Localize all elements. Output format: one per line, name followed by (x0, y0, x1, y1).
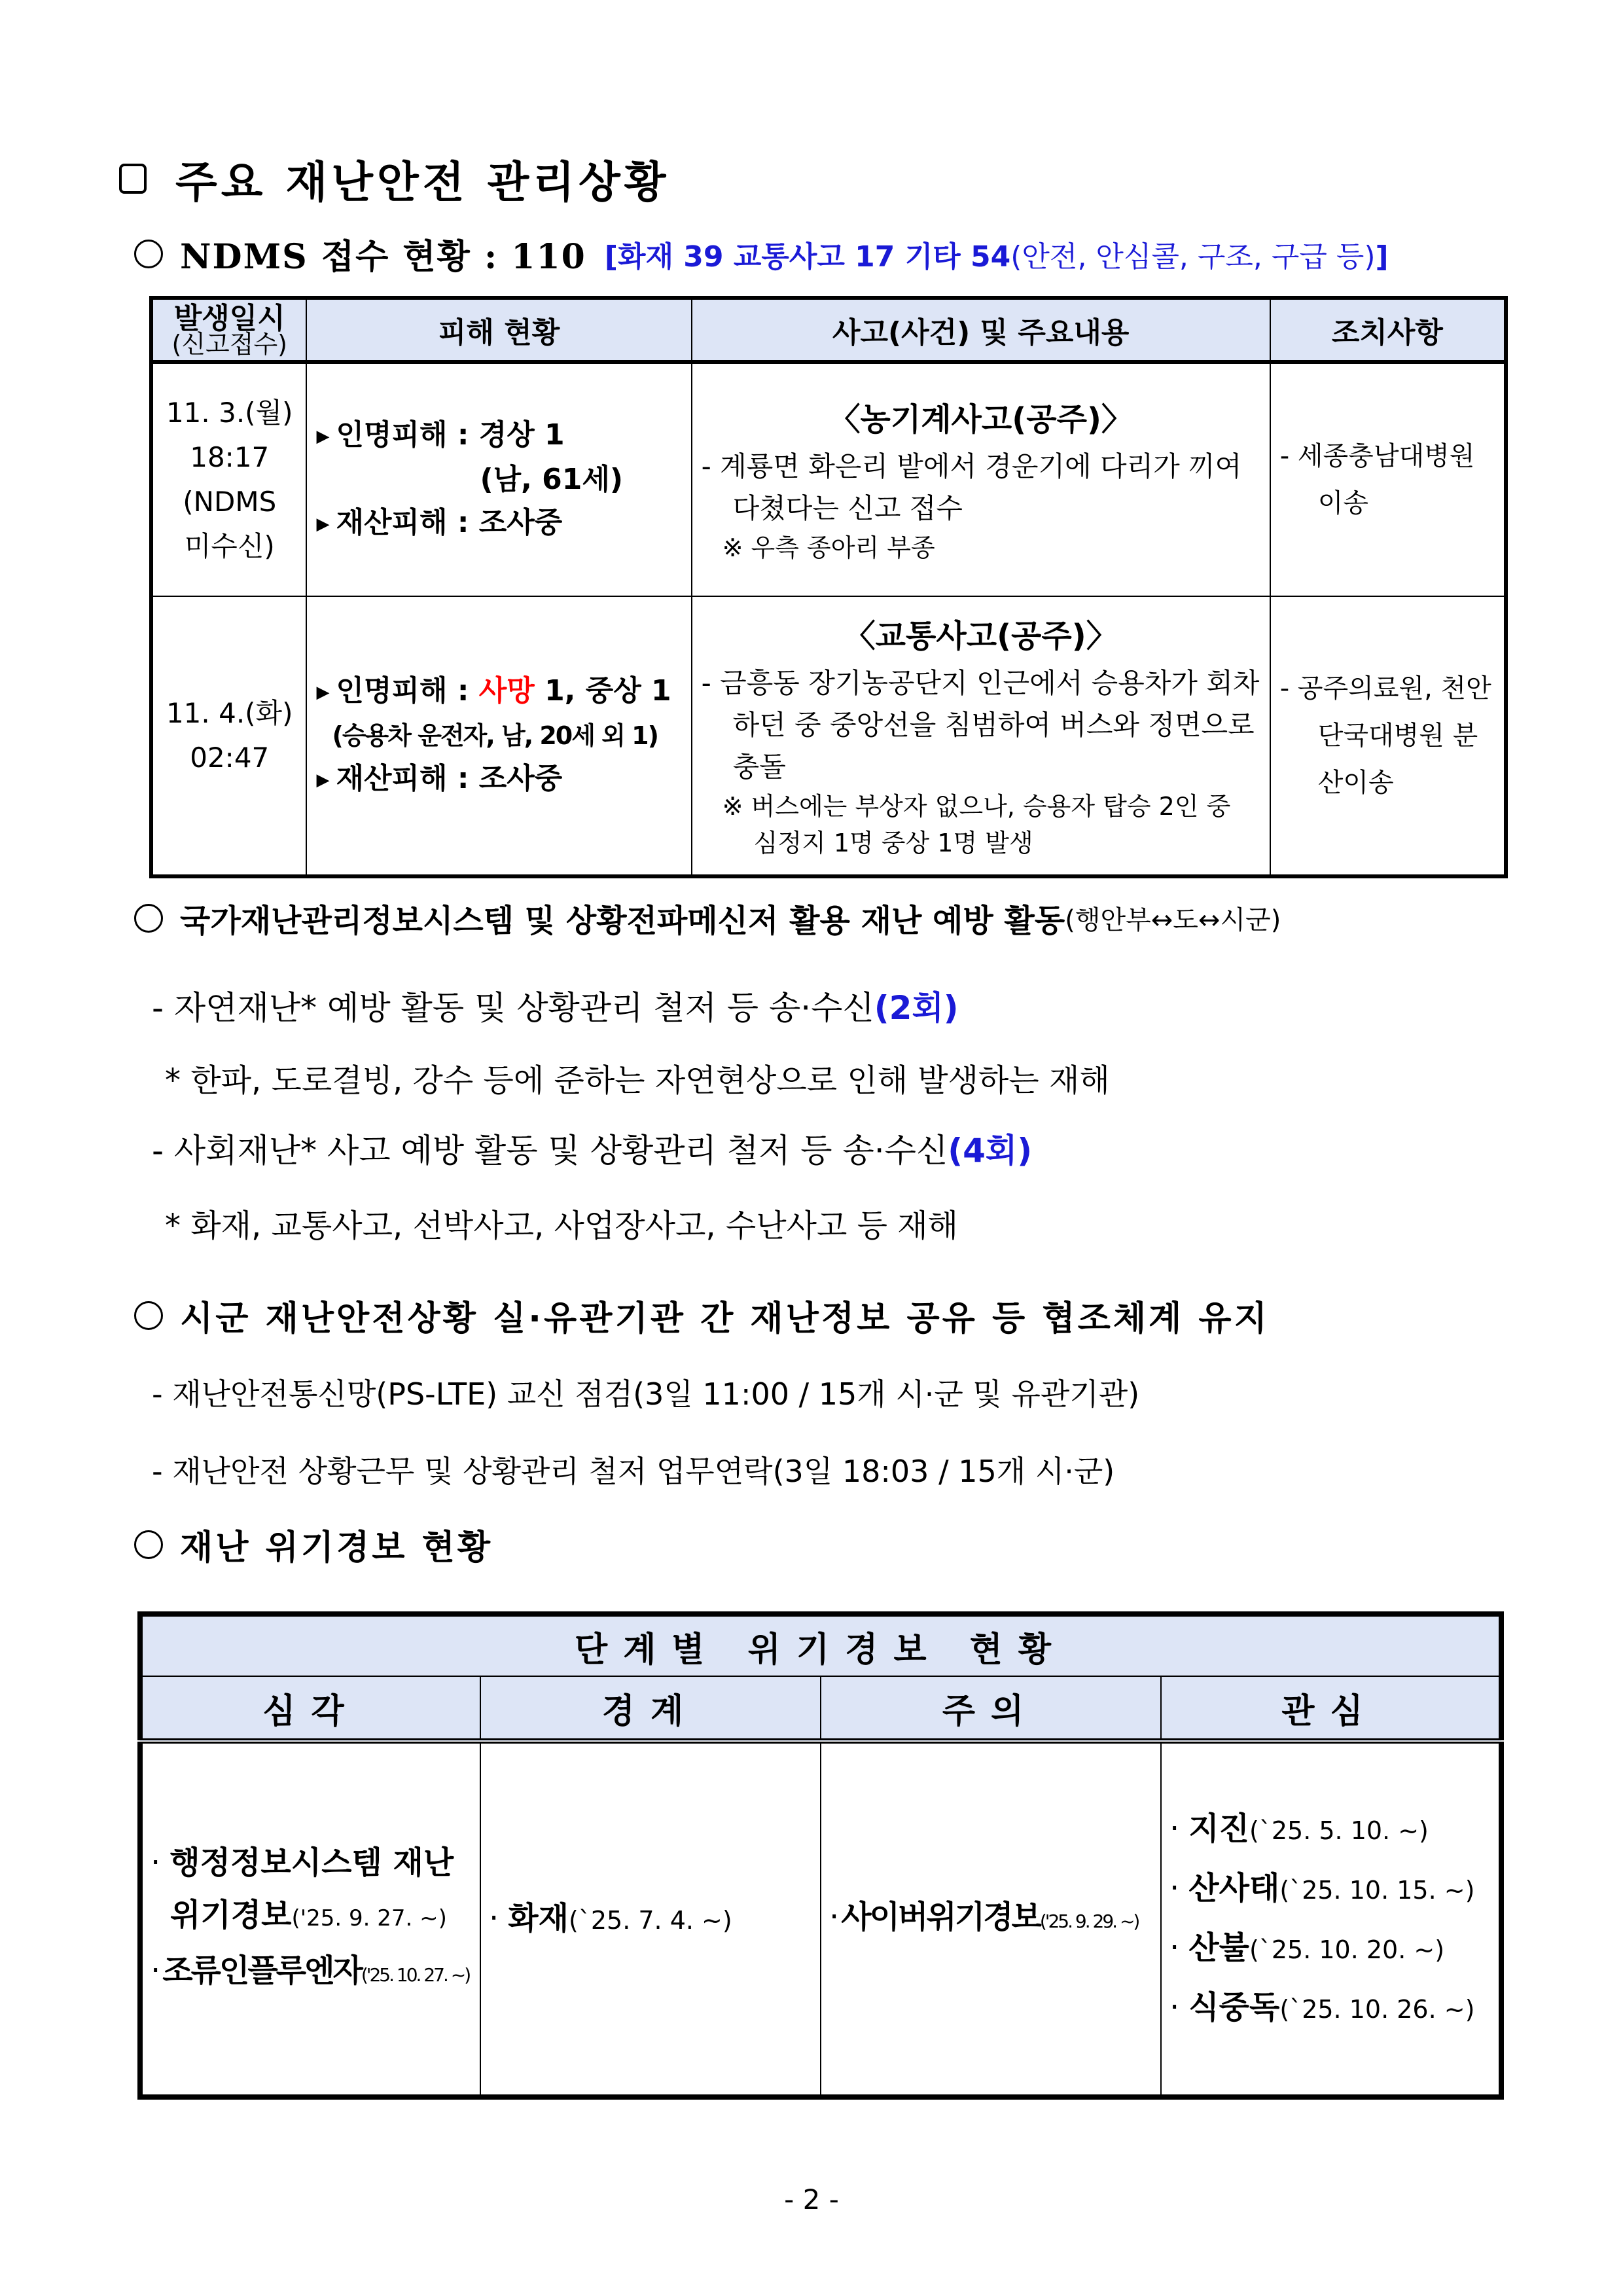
ndms-other-detail: (안전, 안심콜, 구조, 구급 등) (1010, 240, 1376, 274)
triangle-bullet-icon: ▶ (316, 514, 330, 534)
square-bullet-icon (119, 164, 147, 194)
prevention-item-text: - 자연재난* 예방 활동 및 상황관리 철저 등 송·수신 (152, 989, 874, 1027)
alert-item (1169, 1859, 1491, 1919)
level-alert: 경계 (480, 1676, 821, 1741)
dot-bullet-icon: · (1169, 1989, 1180, 2026)
incident-remark: ※ 버스에는 부상자 없으나, 승용자 탑승 2인 중 심정지 1명 중상 1명 발생 (722, 792, 1231, 857)
dot-bullet-icon: · (1169, 1810, 1180, 1847)
prevention-item (152, 982, 959, 1029)
section-prevention-heading (134, 895, 1281, 941)
alert-item-name: 지진 (1188, 1810, 1250, 1847)
human-damage-label: 인명피해 : (336, 418, 479, 452)
alert-level-table (137, 1611, 1504, 2100)
dot-bullet-icon: · (829, 1898, 838, 1935)
alert-item-name: 사이버위기경보 (841, 1898, 1040, 1935)
dot-bullet-icon: · (1169, 1870, 1180, 1907)
alert-item-date: ('25. 9. 29. ~) (1039, 1910, 1139, 1932)
alert-item-date: (`25. 10. 26. ~) (1279, 1995, 1475, 2024)
page-number: - 2 - (784, 2183, 839, 2215)
caution-cell (821, 1741, 1161, 2097)
property-damage-text: 재산피해 : 조사중 (336, 506, 563, 539)
circle-bullet-icon (134, 240, 163, 268)
incident-time: 18:17 (190, 441, 270, 473)
prevention-item-text: - 사회재난* 사고 예방 활동 및 상황관리 철저 등 송·수신 (152, 1132, 948, 1170)
header-datetime-main: 발생일시 (173, 302, 285, 335)
cell-action (1270, 362, 1506, 596)
ndms-counts: [화재 39 교통사고 17 기타 54 (604, 240, 1011, 274)
incident-action: - 공주의료원, 천안단국대병원 분산이송 (1279, 673, 1491, 798)
human-damage (316, 670, 681, 714)
cell-damage (306, 596, 691, 876)
section-heading-text: 재난 위기경보 현황 (180, 1528, 493, 1568)
alert-item (151, 1889, 472, 1945)
prevention-count: (2회) (874, 989, 959, 1027)
incident-title: 〈농기계사고(공주)〉 (829, 401, 1133, 438)
alert-item (151, 1945, 472, 2001)
section-heading-text: 국가재난관리정보시스템 및 상황전파메신저 활용 재난 예방 활동 (180, 903, 1065, 939)
level-serious: 심각 (140, 1676, 480, 1741)
alert-table-body (140, 1741, 1501, 2097)
dot-bullet-icon: · (151, 1952, 159, 1989)
alert-item (829, 1888, 1152, 1950)
incident-description: - 계룡면 화은리 밭에서 경운기에 다리가 끼여 다쳤다는 신고 접수 (701, 450, 1242, 524)
human-damage-label: 인명피해 : (336, 674, 479, 708)
prevention-footnote: * 화재, 교통사고, 선박사고, 사업장사고, 수난사고 등 재해 (165, 1208, 958, 1244)
incident-date: 11. 4.(화) (166, 697, 293, 729)
alert-item-date: (`25. 10. 20. ~) (1249, 1935, 1445, 1964)
header-action: 조치사항 (1270, 298, 1506, 362)
alert-item-name: 조류인플루엔자 (162, 1952, 361, 1989)
cell-datetime (151, 362, 306, 596)
alert-item-name: 위기경보 (170, 1897, 292, 1933)
dot-bullet-icon: · (1169, 1929, 1180, 1966)
incident-time: 02:47 (190, 742, 270, 774)
alert-item (1169, 1800, 1491, 1859)
incident-remark: ※ 우측 종아리 부종 (722, 533, 935, 562)
incident-note: (NDMS (183, 486, 277, 518)
ndms-heading: NDMS 접수 현황 : 110 (180, 237, 586, 277)
property-damage-text: 재산피해 : 조사중 (336, 762, 563, 795)
header-datetime (151, 298, 306, 362)
section-heading-text: 시군 재난안전상황 실·유관기관 간 재난정보 공유 등 협조체계 유지 (180, 1299, 1270, 1338)
alert-item-name: 산불 (1188, 1929, 1250, 1966)
human-damage-count: 경상 1 (478, 418, 565, 452)
dot-bullet-icon: · (489, 1899, 499, 1937)
alert-item-date: (`25. 5. 10. ~) (1249, 1816, 1429, 1845)
alert-item (1169, 1919, 1491, 1979)
table-row (151, 596, 1506, 876)
level-caution: 주의 (821, 1676, 1161, 1741)
cell-action (1270, 596, 1506, 876)
alert-item (151, 1837, 472, 1889)
incident-action: - 세종충남대병원 이송 (1279, 441, 1475, 518)
property-damage (316, 501, 681, 546)
cell-content (692, 362, 1270, 596)
victim-detail: (승용차 운전자, 남, 20세 외 1) (332, 721, 658, 750)
cell-content (692, 596, 1270, 876)
ndms-breakdown (605, 233, 1389, 275)
incident-description: - 금흥동 장기농공단지 인근에서 승용차가 회차하던 중 중앙선을 침범하여 버스와 정면으로 충돌 (701, 667, 1260, 783)
triangle-bullet-icon: ▶ (316, 427, 330, 446)
section-cooperation-heading (134, 1291, 1270, 1340)
section-alert-heading (134, 1520, 493, 1569)
alert-item-name: 행정정보시스템 재난 (169, 1844, 454, 1881)
cell-datetime (151, 596, 306, 876)
header-damage: 피해 현황 (306, 298, 691, 362)
header-content: 사고(사건) 및 주요내용 (692, 298, 1270, 362)
incident-table-header (151, 298, 1506, 362)
alert-item-date: (`25. 7. 4. ~) (569, 1905, 732, 1935)
ndms-bracket: ] (1375, 240, 1389, 274)
alert-item-name: 산사태 (1188, 1870, 1280, 1907)
alert-item-name: 식중독 (1188, 1989, 1280, 2026)
attention-cell (1161, 1741, 1501, 2097)
serious-cell (140, 1741, 480, 2097)
ndms-summary (134, 229, 1389, 278)
cooperation-item: - 재난안전통신망(PS-LTE) 교신 점검(3일 11:00 / 15개 시·군 및 유관기관) (152, 1376, 1140, 1412)
prevention-count: (4회) (948, 1132, 1033, 1170)
triangle-bullet-icon: ▶ (316, 770, 330, 790)
dot-bullet-icon: · (151, 1844, 161, 1881)
page-title (119, 147, 670, 209)
alert-table-title-row (140, 1614, 1501, 1676)
human-damage-count: 1, 중상 1 (534, 674, 671, 708)
level-attention: 관심 (1161, 1676, 1501, 1741)
alert-cell (480, 1741, 821, 2097)
alert-item-name: 화재 (508, 1899, 569, 1937)
incident-note: 미수신) (184, 530, 275, 562)
circle-bullet-icon (134, 1301, 163, 1330)
alert-item-date: (`25. 10. 15. ~) (1279, 1876, 1475, 1905)
property-damage (316, 757, 681, 802)
incident-date: 11. 3.(월) (166, 397, 293, 429)
alert-item-date: ('25. 9. 27. ~) (291, 1905, 447, 1931)
alert-item (1169, 1979, 1491, 2038)
page-title-text: 주요 재난안전 관리상황 (175, 157, 670, 207)
triangle-bullet-icon: ▶ (316, 683, 330, 702)
fatality-label: 사망 (478, 674, 535, 708)
circle-bullet-icon (134, 904, 163, 933)
victim-detail: (남, 61세) (480, 463, 623, 496)
incident-title: 〈교통사고(공주)〉 (844, 618, 1118, 655)
cooperation-item: - 재난안전 상황근무 및 상황관리 철저 업무연락(3일 18:03 / 15개 시·군) (152, 1454, 1115, 1489)
table-row (151, 362, 1506, 596)
prevention-item (152, 1124, 1032, 1172)
cell-damage (306, 362, 691, 596)
human-damage (316, 414, 681, 458)
circle-bullet-icon (134, 1530, 163, 1559)
header-datetime-sub: (신고접수) (171, 330, 287, 359)
alert-table-header (140, 1676, 1501, 1741)
alert-item (489, 1890, 812, 1949)
section-heading-suffix: (행안부↔도↔시군) (1065, 905, 1281, 935)
prevention-footnote: * 한파, 도로결빙, 강수 등에 준하는 자연현상으로 인해 발생하는 재해 (165, 1062, 1110, 1099)
alert-table-title: 단계별 위기경보 현황 (140, 1614, 1501, 1676)
incident-table (149, 296, 1508, 878)
alert-item-date: ('25. 10. 27. ~) (361, 1964, 470, 1986)
